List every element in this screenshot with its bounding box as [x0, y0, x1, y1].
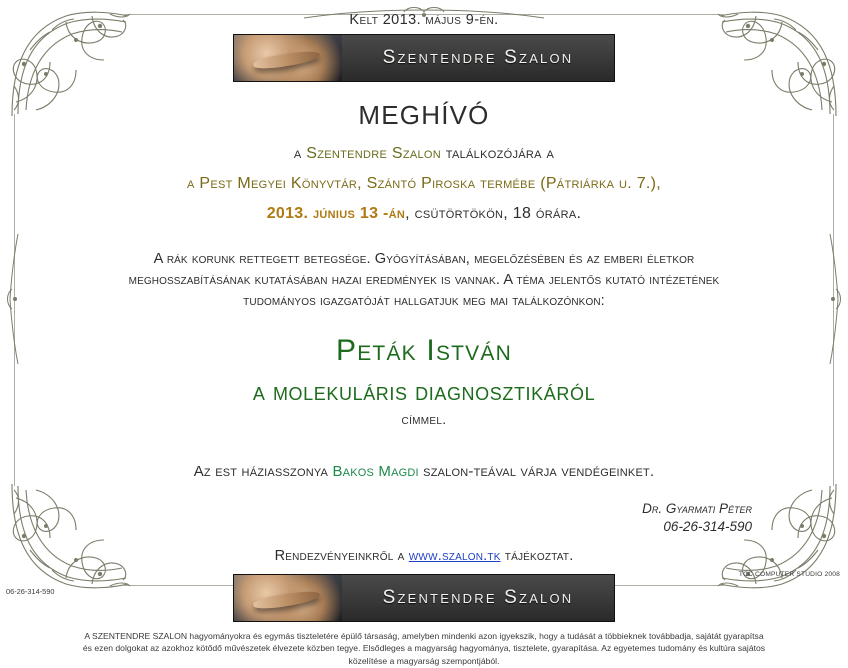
invitation-content: [60, 8, 788, 668]
page-title: MEGHÍVÓ: [358, 100, 490, 130]
szentendre-szalon-banner-top: [233, 34, 615, 82]
banner-title-strip: [342, 575, 614, 621]
datetime-line: [60, 205, 788, 223]
lecture-topic-suffix: címmel.: [401, 411, 447, 428]
speaker-name: Peták István: [336, 334, 512, 368]
website-info-prefix: Rendezvényeinkről a: [274, 547, 409, 564]
website-info-suffix: tájékoztat.: [500, 547, 574, 564]
footer-phone: 06-26-314-590: [6, 587, 55, 596]
banner-title-strip: [342, 35, 614, 81]
signature-block: [60, 500, 752, 535]
venue-line: a Pest Megyei Könyvtár, Szántó Piroska termébe (Pátriárka u. 7.),: [186, 175, 662, 192]
invite-line: [60, 145, 788, 163]
body-paragraph: A rák korunk rettegett betegsége. Gyógyításában, megelőzésében és az emberi életkor meghosszabításának kutatásában hazai eredmények is vannak. A téma jelentős kutató intézetének tudományos igazgatóját hallgatjuk meg mai találkozónkon:: [128, 251, 720, 310]
footer-paragraph: A SZENTENDRE SZALON hagyományokra és egymás tiszteletére épülő társaság, amelyben mindenki azon igyekszik, hogy a tudását a többieknek továbbadja, sajátát gyarapítsa és ezen dolgokat az azokhoz kötődő művészetek élvezete közben tegye. Elsődleges a magyarság hagyománya, tisztelete, gyarapítása. Az egyetemes tudomány és kultúra sajátos közelítése a magyarság szempontjából.: [82, 630, 766, 667]
handshake-photo-icon: [234, 35, 342, 81]
studio-credit: TCC COMPUTER STUDIO 2008: [738, 571, 840, 578]
invite-line-organization: Szentendre Szalon: [306, 145, 442, 162]
website-link[interactable]: www.szalon.tk: [408, 547, 501, 564]
hostess-name: Bakos Magdi: [332, 463, 419, 481]
invite-line-prefix: a: [293, 145, 307, 162]
hostess-line: [60, 463, 788, 480]
handshake-photo-icon: [234, 575, 342, 621]
event-time: , csütörtökön, 18 órára.: [405, 205, 582, 222]
edge-ornament-icon: [818, 234, 844, 364]
hostess-line-prefix: Az est háziasszonya: [193, 463, 333, 481]
signature-name: Dr. Gyarmati Péter: [642, 501, 752, 517]
lecture-topic: a molekuláris diagnosztikáról: [252, 378, 596, 407]
invite-line-suffix: találkozójára a: [441, 145, 555, 162]
edge-ornament-icon: [4, 234, 30, 364]
banner-title: Szentendre Szalon: [382, 47, 574, 68]
szentendre-szalon-banner-bottom: [233, 574, 615, 622]
signature-phone: 06-26-314-590: [663, 519, 752, 535]
event-date: 2013. június 13 -án: [266, 205, 406, 222]
hostess-line-suffix: szalon-teával várja vendégeinket.: [418, 463, 655, 481]
website-info-line: [60, 548, 788, 564]
banner-title: Szentendre Szalon: [382, 586, 574, 608]
date-line: Kelt 2013. május 9-én.: [349, 12, 499, 28]
